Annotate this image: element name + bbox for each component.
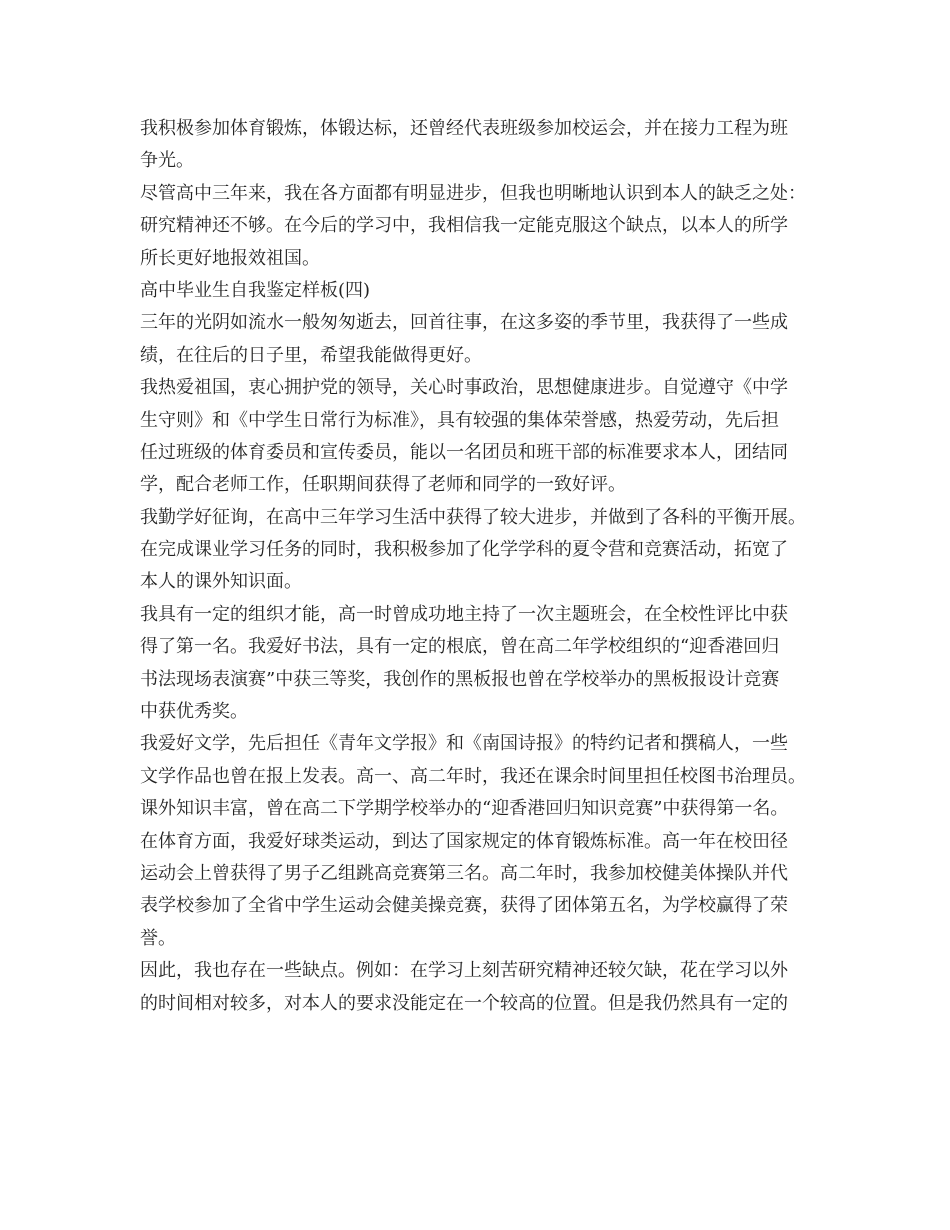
text-line: 得了第一名。我爱好书法，具有一定的根底，曾在高二年学校组织的“迎香港回归 [140,636,780,658]
text-line: 争光。 [140,150,194,172]
text-line: 我积极参加体育锻炼，体锻达标，还曾经代表班级参加校运会，并在接力工程为班 [140,118,788,139]
text-line: 在完成课业学习任务的同时，我积极参加了化学学科的夏令营和竞赛活动，拓宽了 [140,539,788,561]
text-line: 尽管高中三年来，我在各方面都有明显进步，但我也明晰地认识到本人的缺乏之处： [140,182,806,204]
text-line: 文学作品也曾在报上发表。高一、高二年时，我还在课余时间里担任校图书治理员。 [140,765,806,787]
text-line: 表学校参加了全省中学生运动会健美操竞赛，获得了团体第五名，为学校赢得了荣 [140,895,788,917]
text-line: 所长更好地报效祖国。 [140,247,320,269]
text-line: 誉。 [140,927,176,949]
text-line: 在体育方面，我爱好球类运动，到达了国家规定的体育锻炼标准。高一年在校田径 [140,830,788,852]
section-heading: 高中毕业生自我鉴定样板(四) [140,279,371,301]
text-line: 课外知识丰富，曾在高二下学期学校举办的“迎香港回归知识竞赛”中获得第一名。 [140,798,789,820]
text-line: 运动会上曾获得了男子乙组跳高竞赛第三名。高二年时，我参加校健美体操队并代 [140,862,788,884]
text-line: 因此，我也存在一些缺点。例如：在学习上刻苦研究精神还较欠缺，花在学习以外 [140,960,788,982]
text-line: 中获优秀奖。 [140,701,248,723]
text-line: 学，配合老师工作，任职期间获得了老师和同学的一致好评。 [140,474,626,496]
text-line: 我热爱祖国，衷心拥护党的领导，关心时事政治，思想健康进步。自觉遵守《中学 [140,377,788,399]
text-line: 本人的课外知识面。 [140,571,302,593]
text-line: 任过班级的体育委员和宣传委员，能以一名团员和班干部的标准要求本人，团结同 [140,441,788,463]
document-body [140,113,820,1020]
text-line: 我具有一定的组织才能，高一时曾成功地主持了一次主题班会，在全校性评比中获 [140,603,788,625]
text-line: 三年的光阴如流水一般匆匆逝去，回首往事，在这多姿的季节里，我获得了一些成 [140,312,788,334]
text-line: 我勤学好征询，在高中三年学习生活中获得了较大进步，并做到了各科的平衡开展。 [140,506,806,528]
text-line: 研究精神还不够。在今后的学习中，我相信我一定能克服这个缺点，以本人的所学 [140,215,788,237]
text-line: 的时间相对较多，对本人的要求没能定在一个较高的位置。但是我仍然具有一定的 [140,992,788,1014]
text-line: 生守则》和《中学生日常行为标准》，具有较强的集体荣誉感，热爱劳动，先后担 [140,409,779,431]
text-line: 我爱好文学，先后担任《青年文学报》和《南国诗报》的特约记者和撰稿人，一些 [140,733,788,755]
text-line: 书法现场表演赛”中获三等奖，我创作的黑板报也曾在学校举办的黑板报设计竞赛 [140,668,780,690]
text-line: 绩，在往后的日子里，希望我能做得更好。 [140,344,482,366]
